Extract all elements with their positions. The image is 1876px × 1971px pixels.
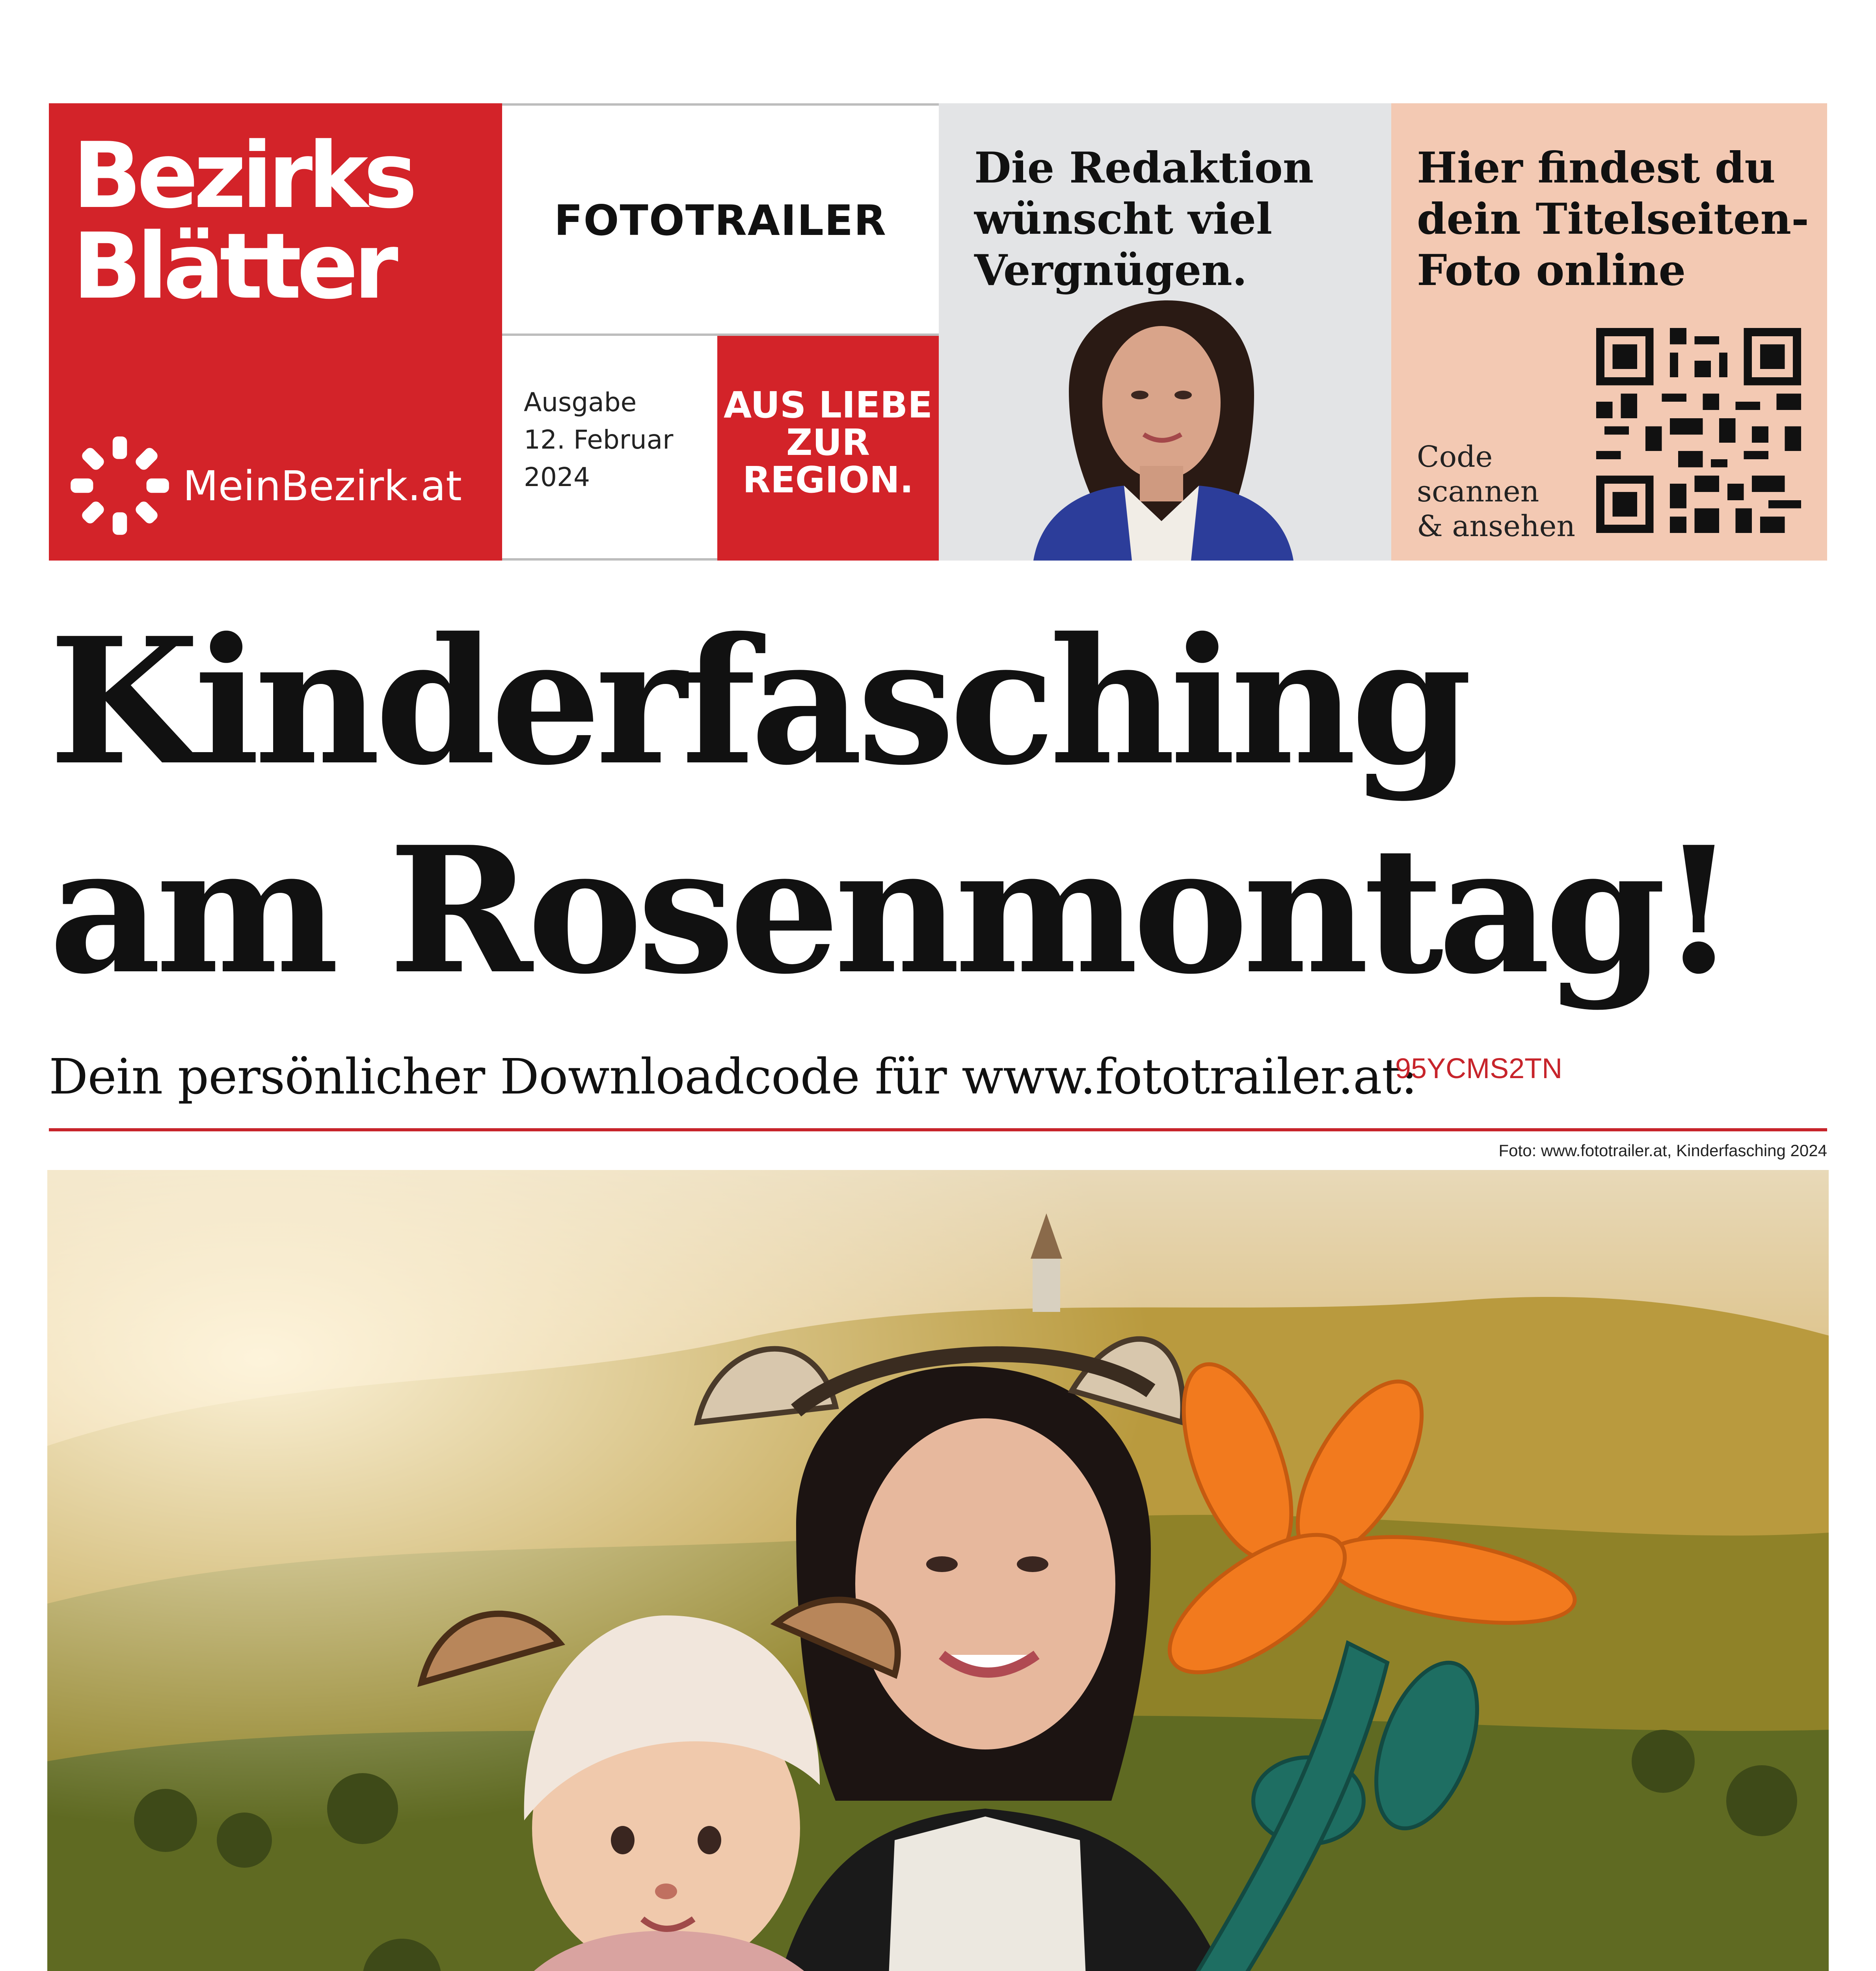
qr-code-icon[interactable] <box>1596 328 1801 533</box>
editor-message-line: Die Redaktion <box>974 143 1314 193</box>
photo-credit: Foto: www.fototrailer.at, Kinderfasching 2024 <box>1498 1141 1827 1160</box>
editor-message-box <box>939 103 1391 561</box>
section-box <box>502 103 939 336</box>
online-message-line: dein Titelseiten- <box>1417 194 1809 244</box>
sunburst-icon <box>69 434 171 537</box>
issue-box <box>502 336 717 561</box>
issue-year: 2024 <box>524 462 590 492</box>
logo-text-line2: Blätter <box>73 214 394 319</box>
divider <box>49 1128 1827 1131</box>
editor-portrait <box>939 300 1391 561</box>
scan-hint-line: scannen <box>1417 475 1539 509</box>
slogan-box <box>717 336 939 561</box>
main-photo <box>47 1170 1829 1971</box>
online-message-line: Foto online <box>1417 246 1686 295</box>
editor-message-line: wünscht viel <box>974 194 1273 244</box>
slogan-line: REGION. <box>743 459 914 501</box>
issue-label: Ausgabe <box>524 387 637 417</box>
download-code: 95YCMS2TN <box>1395 1053 1563 1084</box>
slogan-line: ZUR <box>786 421 870 464</box>
online-info-box <box>1391 103 1827 561</box>
section-label: FOTOTRAILER <box>554 196 887 245</box>
site-link[interactable]: MeinBezirk.at <box>183 462 462 510</box>
download-label: Dein persönlicher Downloadcode für www.fototrailer.at: <box>49 1049 1417 1105</box>
headline-line2: am Rosenmontag! <box>49 809 1731 1012</box>
online-message-line: Hier findest du <box>1417 143 1776 193</box>
brand-logo-block <box>49 103 502 561</box>
issue-date: 12. Februar <box>524 425 674 455</box>
slogan-line: AUS LIEBE <box>723 384 933 426</box>
editor-message-line: Vergnügen. <box>974 246 1247 295</box>
scan-hint-line: & ansehen <box>1417 509 1576 543</box>
logo-text-line1: Bezirks <box>73 123 413 229</box>
headline-line1: Kinderfasching <box>49 600 1467 803</box>
scan-hint-line: Code <box>1417 440 1493 474</box>
